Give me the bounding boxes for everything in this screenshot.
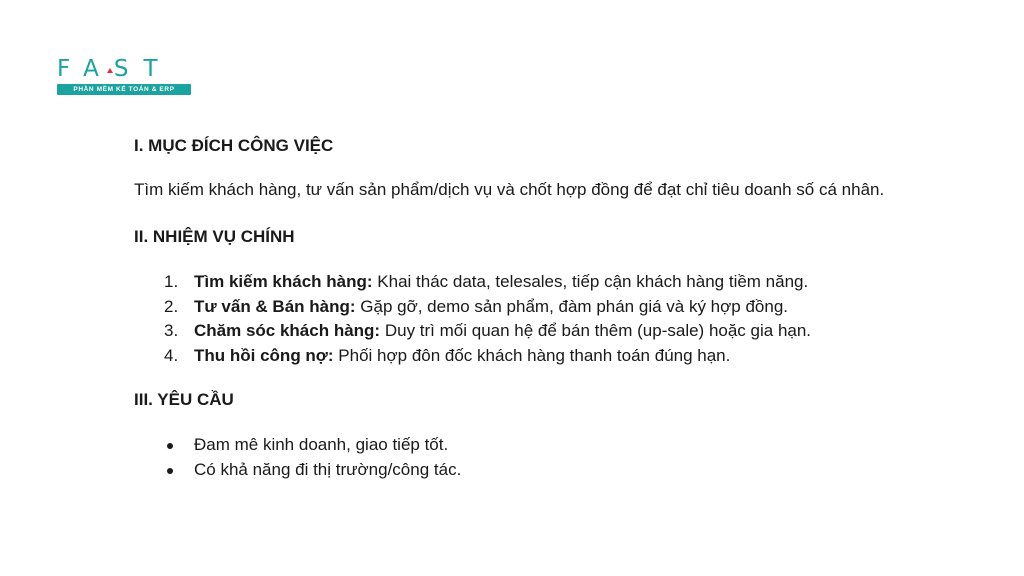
duty-text: Gặp gỡ, demo sản phẩm, đàm phán giá và ký hợp đồng. [355,296,788,316]
section-title-requirements: III. YÊU CẦU [134,390,234,409]
duty-text: Khai thác data, telesales, tiếp cận khách hàng tiềm năng. [372,272,809,291]
list-number: 1. [164,272,179,291]
requirements-list [134,433,924,482]
list-item [134,319,924,344]
list-item [134,433,924,458]
purpose-text: Tìm kiếm khách hàng, tư vấn sản phẩm/dịch vụ và chốt hợp đồng để đạt chỉ tiêu doanh số cá nhân. [134,180,885,199]
logo-triangle-icon [107,68,113,73]
requirement-text: Có khả năng đi thị trường/công tác. [194,459,462,479]
fast-logo [57,57,191,95]
logo-word: FAST [57,56,173,82]
section-title-purpose: I. MỤC ĐÍCH CÔNG VIỆC [134,136,334,155]
duty-text: Duy trì mối quan hệ để bán thêm (up-sale) hoặc gia hạn. [380,321,812,340]
job-description [134,134,924,482]
section-title-duties: II. NHIỆM VỤ CHÍNH [134,227,295,246]
list-item [134,458,924,483]
list-number: 2. [164,296,179,316]
duty-text: Phối hợp đôn đốc khách hàng thanh toán đúng hạn. [333,345,731,365]
list-item [134,270,924,295]
list-number: 4. [164,345,179,365]
duty-label: Thu hồi công nợ: [194,345,334,365]
duty-label: Chăm sóc khách hàng: [194,321,381,340]
duty-label: Tư vấn & Bán hàng: [194,296,356,316]
duties-list [134,270,924,368]
list-item [134,295,924,320]
logo-tagline: PHẦN MỀM KẾ TOÁN & ERP [57,84,191,95]
bullet-icon [167,468,173,474]
requirement-text: Đam mê kinh doanh, giao tiếp tốt. [194,435,449,454]
duty-label: Tìm kiếm khách hàng: [194,272,373,291]
list-number: 3. [164,321,179,340]
bullet-icon [167,443,173,449]
list-item [134,344,924,369]
